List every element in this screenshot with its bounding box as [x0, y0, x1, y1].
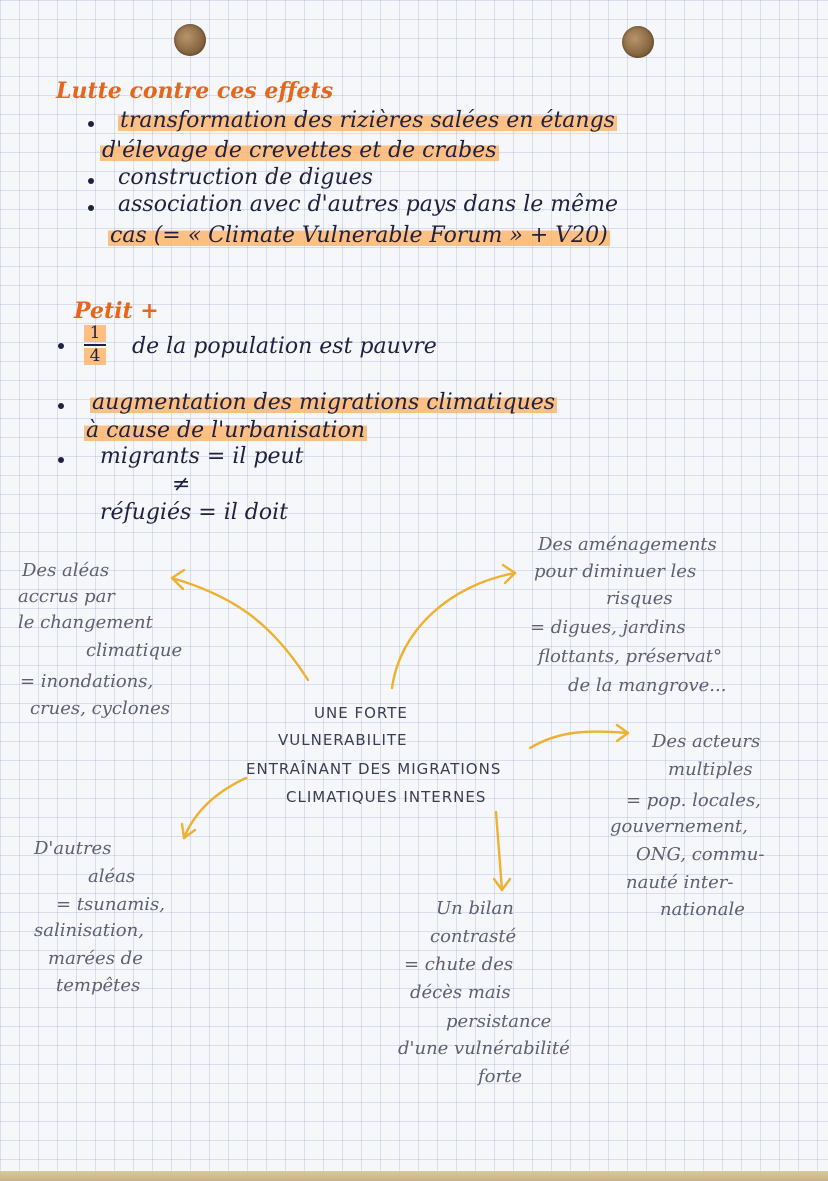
left-top-6: crues, cyclones — [30, 698, 171, 719]
left-top-2: accrus par — [18, 586, 115, 607]
lutte-item-1-cont: d'élevage de crevettes et de crabes — [102, 138, 497, 163]
right-top-4: = digues, jardins — [530, 617, 686, 638]
left-bottom-2: aléas — [88, 866, 136, 887]
right-mid-7: nationale — [660, 899, 745, 920]
section-title-lutte: Lutte contre ces effets — [56, 78, 334, 104]
left-top-5: = inondations, — [20, 671, 154, 692]
center-line-1: UNE FORTE — [314, 704, 408, 722]
left-top-1: Des aléas — [22, 560, 110, 581]
bottom-1: Un bilan — [436, 898, 514, 919]
bottom-7: forte — [478, 1066, 522, 1087]
petit-item-2: augmentation des migrations climatiques — [92, 390, 556, 415]
arrow-to-bottom — [496, 812, 502, 890]
bottom-5: persistance — [446, 1011, 552, 1032]
right-top-1: Des aménagements — [538, 534, 717, 555]
lutte-item-2: construction de digues — [118, 165, 373, 190]
lutte-item-3: association avec d'autres pays dans le même — [118, 192, 619, 217]
left-bottom-4: salinisation, — [34, 920, 144, 941]
arrow-to-right-top — [392, 573, 515, 688]
petit-item-1: de la population est pauvre — [132, 334, 437, 359]
right-top-5: flottants, préservat° — [538, 646, 722, 667]
right-mid-1: Des acteurs — [652, 731, 761, 752]
bottom-3: = chute des — [404, 954, 514, 975]
right-top-2: pour diminuer les — [534, 561, 697, 582]
arrow-to-left-top — [172, 578, 308, 680]
center-line-2: VULNERABILITE — [278, 731, 408, 749]
petit-item-3-cont: réfugiés = il doit — [100, 500, 288, 525]
bottom-6: d'une vulnérabilité — [398, 1038, 570, 1059]
bottom-4: décès mais — [410, 982, 511, 1003]
right-mid-3: = pop. locales, — [626, 790, 761, 811]
center-line-4: CLIMATIQUES INTERNES — [286, 788, 487, 806]
petit-item-2-cont: à cause de l'urbanisation — [86, 418, 365, 443]
left-bottom-5: marées de — [48, 948, 143, 969]
right-top-3: risques — [606, 588, 673, 609]
lutte-item-1: transformation des rizières salées en étangs — [120, 108, 615, 133]
left-bottom-6: tempêtes — [56, 975, 141, 996]
right-mid-5: ONG, commu- — [636, 844, 765, 865]
arrow-to-right-mid — [530, 732, 628, 748]
left-top-3: le changement — [18, 612, 153, 633]
right-mid-2: multiples — [668, 759, 753, 780]
center-line-3: ENTRAÎNANT DES MIGRATIONS — [246, 760, 502, 778]
lutte-item-3-cont: cas (= « Climate Vulnerable Forum » + V20) — [110, 223, 608, 248]
petit-item-3: migrants = il peut — [100, 444, 304, 469]
right-mid-4: gouvernement, — [610, 816, 748, 837]
section-title-petit-plus: Petit + — [74, 298, 159, 324]
right-mid-6: nauté inter- — [626, 872, 734, 893]
not-equal-sign: ≠ — [172, 472, 191, 497]
left-bottom-3: = tsunamis, — [56, 894, 165, 915]
right-top-6: de la mangrove... — [568, 675, 727, 696]
arrow-to-left-bottom — [184, 778, 246, 838]
left-bottom-1: D'autres — [34, 838, 112, 859]
bottom-2: contrasté — [430, 926, 517, 947]
fraction-one-quarter: 1 4 — [84, 325, 106, 365]
left-top-4: climatique — [86, 640, 183, 661]
